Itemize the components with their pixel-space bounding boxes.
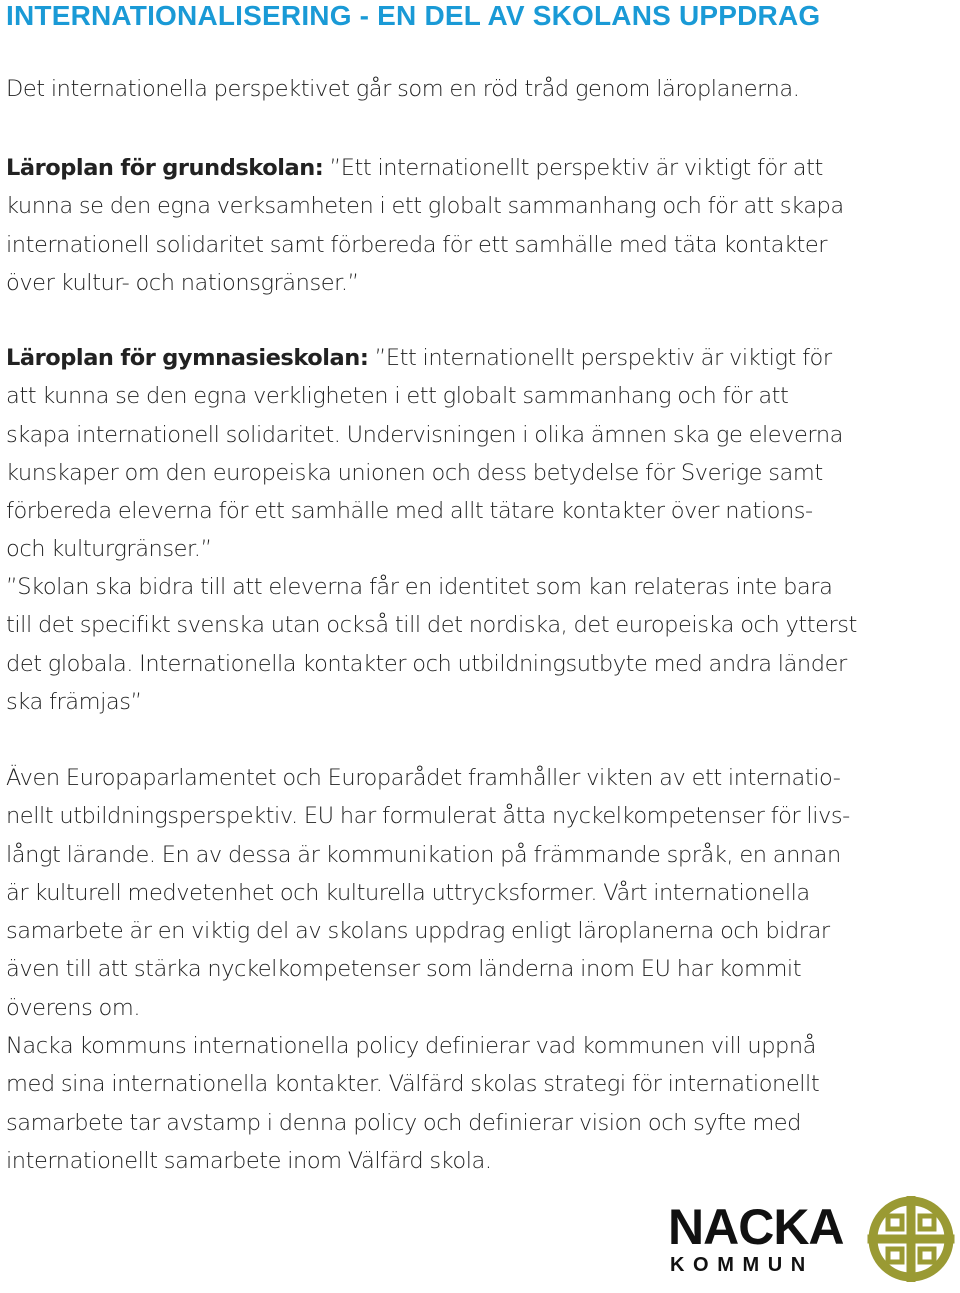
logo-wordmark: NACKA (668, 1199, 844, 1255)
paragraph-line (6, 339, 956, 377)
paragraph-line: är kulturell medvetenhet och kulturella uttrycksformer. Vårt internationella (6, 879, 810, 906)
paragraph-line: internationell solidaritet samt förbereda för ett samhälle med täta kontakter (6, 231, 828, 258)
paragraph-line: kunskaper om den europeiska unionen och dess betydelse för Sverige samt (6, 459, 823, 486)
paragraph-line: överens om. (6, 994, 141, 1021)
paragraph-line: internationellt samarbete inom Välfärd skola. (6, 1147, 492, 1174)
paragraph-line: Även Europaparlamentet och Europarådet framhåller vikten av ett internatio- (6, 765, 841, 791)
paragraph-line: med sina internationella kontakter. Välfärd skolas strategi för internationellt (6, 1071, 820, 1098)
paragraph-line: nellt utbildningsperspektiv. EU har formulerat åtta nyckelkompetenser för livs- (6, 803, 850, 830)
paragraph-line: det globala. Internationella kontakter och utbildningsutbyte med andra länder (6, 650, 847, 677)
page-heading: INTERNATIONALISERING - EN DEL AV SKOLANS UPPDRAG (6, 0, 821, 31)
europa-paragraph (6, 759, 956, 1027)
intro-paragraph (6, 70, 956, 108)
paragraph-line: kunna se den egna verksamheten i ett globalt sammanhang och för att skapa (6, 193, 844, 220)
nacka-kommun-logo (668, 1196, 958, 1282)
nacka-policy-paragraph (6, 1027, 956, 1180)
paragraph-line (6, 149, 956, 187)
grundskolan-paragraph (6, 149, 956, 302)
paragraph-line: ”Skolan ska bidra till att eleverna får en identitet som kan relateras inte bara (6, 574, 833, 600)
paragraph-lead: Läroplan för gymnasieskolan: (6, 345, 369, 371)
paragraph-line: förbereda eleverna för ett samhälle med allt tätare kontakter över nations- (6, 498, 813, 525)
paragraph-line: samarbete är en viktig del av skolans uppdrag enligt läroplanerna och bidrar (6, 918, 830, 945)
paragraph-line: även till att stärka nyckelkompetenser som länderna inom EU har kommit (6, 956, 802, 983)
paragraph-line: att kunna se den egna verkligheten i ett globalt sammanhang och för att (6, 383, 789, 410)
gymnasieskolan-paragraph (6, 339, 956, 569)
nacka-emblem-icon (866, 1196, 956, 1282)
paragraph-line: Det internationella perspektivet går som en röd tråd genom läroplanerna. (6, 76, 800, 102)
paragraph-line: Nacka kommuns internationella policy definierar vad kommunen vill uppnå (6, 1033, 817, 1059)
paragraph-line: över kultur- och nationsgränser.” (6, 269, 359, 296)
paragraph-line: och kulturgränser.” (6, 536, 212, 563)
paragraph-text: ”Ett internationellt perspektiv är viktigt för (368, 345, 832, 371)
paragraph-line: långt lärande. En av dessa är kommunikation på främmande språk, en annan (6, 841, 841, 868)
paragraph-line: till det specifikt svenska utan också till det nordiska, det europeiska och ytterst (6, 612, 857, 639)
paragraph-lead: Läroplan för grundskolan: (6, 155, 324, 181)
logo-subtitle: KOMMUN (670, 1254, 814, 1276)
paragraph-line: skapa internationell solidaritet. Undervisningen i olika ämnen ska ge eleverna (6, 421, 843, 448)
skolan-quote-paragraph (6, 568, 956, 721)
paragraph-line: ska främjas” (6, 688, 142, 715)
paragraph-text: ”Ett internationellt perspektiv är viktigt för att (323, 155, 823, 181)
paragraph-line: samarbete tar avstamp i denna policy och definierar vision och syfte med (6, 1109, 802, 1136)
